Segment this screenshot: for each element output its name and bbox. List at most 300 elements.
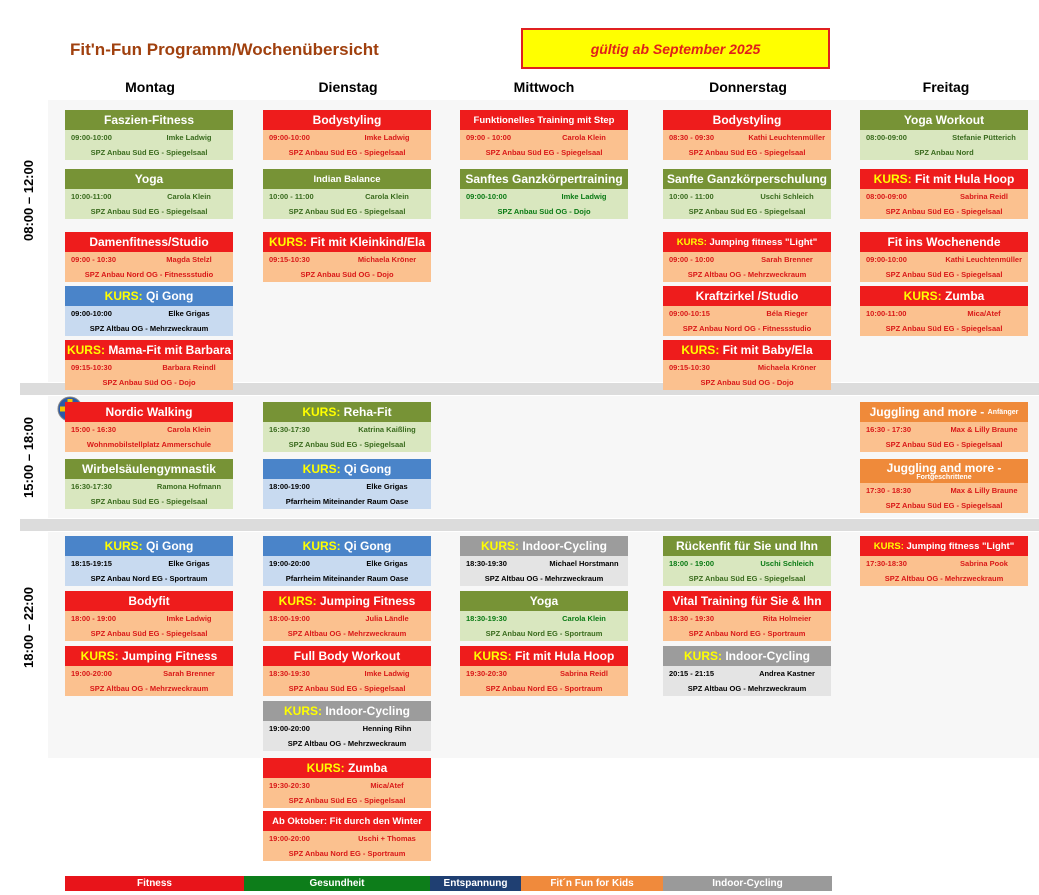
class-title	[460, 646, 628, 666]
class-info-row	[65, 130, 233, 145]
class-title	[65, 646, 233, 666]
class-card[interactable]	[65, 459, 233, 509]
class-title-text: Fit mit Kleinkind/Ela	[310, 235, 426, 249]
class-title	[663, 340, 831, 360]
class-time: 08:00-09:00	[866, 133, 907, 142]
class-title	[263, 169, 431, 189]
class-location: Pfarrheim Miteinander Raum Oase	[263, 494, 431, 509]
class-card[interactable]	[860, 232, 1028, 282]
class-instructor: Magda Stelzl	[166, 255, 212, 264]
class-location: SPZ Altbau OG - Mehrzweckraum	[65, 681, 233, 696]
class-location: SPZ Altbau OG - Mehrzweckraum	[860, 571, 1028, 586]
class-instructor: Uschi Schleich	[760, 559, 814, 568]
legend-kids: Fit´n Fun for Kids	[521, 876, 663, 891]
class-card[interactable]	[65, 402, 233, 452]
class-info-row	[860, 130, 1028, 145]
class-location: SPZ Anbau Süd EG - Spiegelsaal	[860, 437, 1028, 452]
class-instructor: Sarah Brenner	[163, 669, 215, 678]
class-title	[65, 110, 233, 130]
class-location: SPZ Altbau OG - Mehrzweckraum	[263, 626, 431, 641]
class-title	[65, 232, 233, 252]
class-location: Pfarrheim Miteinander Raum Oase	[263, 571, 431, 586]
day-header-freitag: Freitag	[922, 79, 970, 95]
class-info-row	[263, 721, 431, 736]
class-title-text: Jumping Fitness	[320, 594, 416, 608]
course-keyword: KURS:	[681, 343, 720, 357]
class-card[interactable]	[263, 536, 431, 586]
class-time: 18:15-19:15	[71, 559, 112, 568]
time-slot-label: 18:00 – 22:00	[20, 586, 36, 668]
class-title-text: Fit mit Hula Hoop	[915, 172, 1015, 186]
class-title	[663, 169, 831, 189]
class-time: 09:15-10:30	[269, 255, 310, 264]
class-title	[263, 402, 431, 422]
class-info-row	[663, 556, 831, 571]
class-time: 15:00 - 16:30	[71, 425, 117, 434]
class-info-row	[663, 189, 831, 204]
class-info-row	[65, 556, 233, 571]
page-title: Fit'n-Fun Programm/Wochenübersicht	[70, 40, 379, 59]
class-time: 18:30-19:30	[269, 669, 310, 678]
class-info-row	[663, 130, 831, 145]
class-card[interactable]	[860, 169, 1028, 219]
class-time: 18:00 - 19:00	[71, 614, 117, 623]
class-title-text: Zumba	[945, 289, 985, 303]
class-card[interactable]	[460, 110, 628, 160]
course-keyword: KURS:	[66, 343, 105, 357]
class-time: 10:00-11:00	[71, 192, 112, 201]
class-title-text: Funktionelles Training mit Step	[473, 114, 615, 126]
class-info-row	[65, 611, 233, 626]
class-subtitle: Fortgeschrittene	[916, 473, 972, 481]
class-card[interactable]	[65, 340, 233, 390]
class-card[interactable]	[663, 169, 831, 219]
class-instructor: Sabrina Pook	[960, 559, 1008, 568]
class-title-text: Juggling and more -	[886, 460, 1002, 475]
class-instructor: Imke Ladwig	[364, 133, 410, 142]
class-instructor: Elke Grigas	[168, 309, 210, 318]
class-instructor: Carola Klein	[562, 614, 606, 623]
class-instructor: Imke Ladwig	[166, 133, 212, 142]
class-location: SPZ Anbau Süd EG - Spiegelsaal	[860, 321, 1028, 336]
class-info-row	[65, 252, 233, 267]
class-title-text: Damenfitness/Studio	[89, 235, 209, 249]
class-title	[460, 169, 628, 189]
class-info-row	[460, 666, 628, 681]
class-time: 09:00-10:15	[669, 309, 710, 318]
class-card[interactable]	[65, 536, 233, 586]
class-info-row	[263, 130, 431, 145]
class-title-text: Bodyfit	[128, 594, 170, 608]
separator	[20, 519, 1039, 531]
class-title-text: Fit mit Hula Hoop	[515, 649, 615, 663]
class-info-row	[263, 422, 431, 437]
class-time: 09:00 - 10:00	[466, 133, 512, 142]
class-instructor: Carola Klein	[167, 192, 211, 201]
course-keyword: KURS:	[268, 235, 307, 249]
class-location: SPZ Anbau Nord EG - Sportraum	[65, 571, 233, 586]
class-card[interactable]	[263, 459, 431, 509]
class-card[interactable]	[65, 232, 233, 282]
day-header-donnerstag: Donnerstag	[709, 79, 787, 95]
class-card[interactable]	[460, 169, 628, 219]
class-title-text: Kraftzirkel /Studio	[695, 289, 799, 303]
class-title	[860, 110, 1028, 130]
class-instructor: Sarah Brenner	[761, 255, 813, 264]
class-instructor: Henning Rihn	[362, 724, 412, 733]
class-card[interactable]	[263, 169, 431, 219]
class-instructor: Katrina Kaißling	[358, 425, 416, 434]
class-title-text: Bodystyling	[312, 113, 382, 127]
class-info-row	[460, 611, 628, 626]
class-card[interactable]	[460, 536, 628, 586]
class-card[interactable]	[663, 340, 831, 390]
class-title-text: Qi Gong	[344, 539, 392, 553]
class-instructor: Elke Grigas	[168, 559, 210, 568]
class-card[interactable]	[263, 758, 431, 808]
class-instructor: Carola Klein	[365, 192, 409, 201]
class-instructor: Elke Grigas	[366, 482, 408, 491]
class-time: 09:00-10:00	[71, 309, 112, 318]
class-title-text: Yoga	[529, 594, 559, 608]
class-title	[65, 459, 233, 479]
class-location: SPZ Anbau Süd EG - Spiegelsaal	[460, 145, 628, 160]
class-card[interactable]	[860, 402, 1028, 452]
class-location: SPZ Anbau Süd EG - Spiegelsaal	[263, 437, 431, 452]
class-time: 09:00-10:00	[71, 133, 112, 142]
class-info-row	[263, 778, 431, 793]
class-location: SPZ Altbau OG - Mehrzweckraum	[263, 736, 431, 751]
class-title-text: Juggling and more -	[869, 405, 985, 419]
class-title	[263, 536, 431, 556]
class-time: 17:30-18:30	[866, 559, 907, 568]
class-title	[860, 459, 1028, 483]
class-card[interactable]	[663, 110, 831, 160]
class-title	[65, 286, 233, 306]
class-info-row	[263, 831, 431, 846]
class-instructor: Imke Ladwig	[166, 614, 212, 623]
class-title-text: Jumping fitness "Light"	[906, 540, 1015, 552]
class-location: SPZ Anbau Süd EG - Spiegelsaal	[263, 204, 431, 219]
course-keyword: KURS:	[306, 761, 345, 775]
class-title	[663, 591, 831, 611]
course-keyword: KURS:	[480, 539, 519, 553]
class-info-row	[460, 189, 628, 204]
class-title-text: Qi Gong	[344, 462, 392, 476]
class-title-text: Faszien-Fitness	[103, 113, 195, 127]
class-subtitle: Anfänger	[987, 408, 1019, 416]
class-info-row	[663, 666, 831, 681]
class-title	[860, 286, 1028, 306]
class-info-row	[663, 252, 831, 267]
class-card[interactable]	[263, 591, 431, 641]
class-title	[65, 340, 233, 360]
class-location: SPZ Anbau Süd EG - Spiegelsaal	[263, 681, 431, 696]
class-title-text: Bodystyling	[712, 113, 782, 127]
class-location: SPZ Anbau Nord OG - Fitnessstudio	[65, 267, 233, 282]
class-instructor: Elke Grigas	[366, 559, 408, 568]
class-time: 16:30 - 17:30	[866, 425, 912, 434]
class-card[interactable]	[860, 536, 1028, 586]
time-slot-label: 08:00 – 12:00	[20, 159, 36, 241]
course-keyword: KURS:	[278, 594, 317, 608]
class-title-text: Fit mit Baby/Ela	[722, 343, 813, 357]
class-time: 19:00-20:00	[269, 834, 310, 843]
course-keyword: KURS:	[676, 236, 707, 248]
class-info-row	[65, 666, 233, 681]
class-card[interactable]	[663, 286, 831, 336]
class-title	[65, 169, 233, 189]
class-card[interactable]	[860, 286, 1028, 336]
class-title-text: Mama-Fit mit Barbara	[108, 343, 232, 357]
legend-indoor-cycling: Indoor-Cycling	[663, 876, 832, 891]
class-title-text: Yoga	[134, 172, 164, 186]
class-title	[860, 169, 1028, 189]
class-time: 09:00 - 10:00	[669, 255, 715, 264]
class-title	[460, 110, 628, 130]
class-location: SPZ Altbau OG - Mehrzweckraum	[65, 321, 233, 336]
course-keyword: KURS:	[873, 540, 904, 552]
class-card[interactable]	[263, 701, 431, 751]
course-keyword: KURS:	[104, 539, 143, 553]
class-title-text: Sanfte Ganzkörperschulung	[666, 172, 828, 186]
class-time: 17:30 - 18:30	[866, 486, 912, 495]
class-location: SPZ Altbau OG - Mehrzweckraum	[663, 267, 831, 282]
class-time: 16:30-17:30	[269, 425, 310, 434]
class-card[interactable]	[860, 110, 1028, 160]
class-title	[663, 536, 831, 556]
class-card[interactable]	[263, 811, 431, 861]
class-location: Wohnmobilstellplatz Ammerschule	[65, 437, 233, 452]
class-instructor: Michael Horstmann	[549, 559, 619, 568]
class-time: 19:00-20:00	[71, 669, 112, 678]
class-title-text: Indoor-Cycling	[325, 704, 410, 718]
class-info-row	[460, 556, 628, 571]
class-time: 10:00-11:00	[866, 309, 907, 318]
class-location: SPZ Anbau Süd EG - Spiegelsaal	[263, 145, 431, 160]
class-location: SPZ Anbau Süd EG - Spiegelsaal	[663, 145, 831, 160]
class-time: 18:30 - 19:30	[669, 614, 715, 623]
class-info-row	[65, 360, 233, 375]
class-title-text: Wirbelsäulengymnastik	[82, 462, 216, 476]
class-time: 19:30-20:30	[269, 781, 310, 790]
class-info-row	[860, 556, 1028, 571]
class-info-row	[860, 483, 1028, 498]
class-instructor: Max & Lilly Braune	[950, 425, 1018, 434]
validity-banner: gültig ab September 2025	[521, 28, 830, 69]
class-instructor: Barbara Reindl	[162, 363, 216, 372]
class-info-row	[263, 252, 431, 267]
class-time: 10:00 - 11:00	[269, 192, 314, 201]
class-title-text: Qi Gong	[146, 539, 194, 553]
class-instructor: Sabrina Reidl	[560, 669, 608, 678]
class-instructor: Stefanie Pütterich	[952, 133, 1016, 142]
class-info-row	[663, 360, 831, 375]
class-instructor: Uschi + Thomas	[358, 834, 416, 843]
class-instructor: Julia Ländle	[365, 614, 409, 623]
class-location: SPZ Anbau Süd EG - Spiegelsaal	[860, 267, 1028, 282]
class-title	[860, 232, 1028, 252]
class-location: SPZ Anbau Nord	[860, 145, 1028, 160]
class-location: SPZ Anbau Süd EG - Spiegelsaal	[65, 204, 233, 219]
day-header-mittwoch: Mittwoch	[513, 79, 575, 95]
class-instructor: Rita Holmeier	[762, 614, 812, 623]
class-card[interactable]	[663, 646, 831, 696]
class-instructor: Kathi Leuchtenmüller	[748, 133, 825, 142]
class-time: 18:30-19:30	[466, 559, 507, 568]
class-instructor: Carola Klein	[562, 133, 606, 142]
class-info-row	[460, 130, 628, 145]
class-instructor: Kathi Leuchtenmüller	[945, 255, 1022, 264]
class-location: SPZ Anbau Süd EG - Spiegelsaal	[860, 204, 1028, 219]
class-title	[263, 758, 431, 778]
class-title	[263, 701, 431, 721]
class-title-text: Sanftes Ganzkörpertraining	[465, 172, 623, 186]
class-location: SPZ Altbau OG - Mehrzweckraum	[460, 571, 628, 586]
class-title-text: Ab Oktober: Fit durch den Winter	[272, 815, 422, 827]
class-time: 08:00-09:00	[866, 192, 907, 201]
class-info-row	[65, 306, 233, 321]
class-info-row	[663, 611, 831, 626]
class-instructor: Ramona Hofmann	[156, 482, 222, 491]
class-time: 09:00-10:00	[269, 133, 310, 142]
class-info-row	[860, 306, 1028, 321]
course-keyword: KURS:	[903, 289, 942, 303]
class-info-row	[263, 479, 431, 494]
class-location: SPZ Anbau Süd OG - Dojo	[663, 375, 831, 390]
class-location: SPZ Anbau Süd OG - Dojo	[460, 204, 628, 219]
class-location: SPZ Anbau Süd EG - Spiegelsaal	[663, 571, 831, 586]
class-location: SPZ Anbau Nord EG - Sportraum	[460, 681, 628, 696]
course-keyword: KURS:	[302, 405, 341, 419]
course-keyword: KURS:	[473, 649, 512, 663]
class-location: SPZ Anbau Süd EG - Spiegelsaal	[263, 793, 431, 808]
course-keyword: KURS:	[283, 704, 322, 718]
class-title	[263, 591, 431, 611]
class-time: 16:30-17:30	[71, 482, 112, 491]
class-time: 18:00-19:00	[269, 614, 310, 623]
class-card[interactable]	[65, 169, 233, 219]
class-title-text: Qi Gong	[146, 289, 194, 303]
class-title	[460, 536, 628, 556]
class-time: 20:15 - 21:15	[669, 669, 715, 678]
course-keyword: KURS:	[80, 649, 119, 663]
class-card[interactable]	[65, 646, 233, 696]
course-keyword: KURS:	[873, 172, 912, 186]
class-instructor: Sabrina Reidl	[960, 192, 1008, 201]
day-header-montag: Montag	[125, 79, 175, 95]
class-title-text: Indoor-Cycling	[522, 539, 607, 553]
class-info-row	[263, 666, 431, 681]
class-title	[263, 110, 431, 130]
class-info-row	[263, 189, 431, 204]
class-card[interactable]	[263, 232, 431, 282]
class-instructor: Andrea Kastner	[759, 669, 815, 678]
class-card[interactable]	[263, 646, 431, 696]
class-title-text: Full Body Workout	[293, 649, 401, 663]
class-card[interactable]	[65, 591, 233, 641]
time-slot-label: 15:00 – 18:00	[20, 416, 36, 498]
class-card[interactable]	[65, 110, 233, 160]
class-time: 09:15-10:30	[669, 363, 710, 372]
class-title-text: Jumping Fitness	[122, 649, 218, 663]
class-title	[65, 591, 233, 611]
class-time: 19:00-20:00	[269, 559, 310, 568]
class-card[interactable]	[663, 591, 831, 641]
class-title	[860, 536, 1028, 556]
class-time: 09:00 - 10:30	[71, 255, 117, 264]
class-title	[65, 536, 233, 556]
class-title-text: Jumping fitness "Light"	[709, 236, 818, 248]
class-title-text: Yoga Workout	[903, 113, 985, 127]
class-card[interactable]	[460, 591, 628, 641]
class-location: SPZ Anbau Nord OG - Fitnessstudio	[663, 321, 831, 336]
class-location: SPZ Altbau OG - Mehrzweckraum	[663, 681, 831, 696]
class-location: SPZ Anbau Süd OG - Dojo	[65, 375, 233, 390]
class-location: SPZ Anbau Süd EG - Spiegelsaal	[860, 498, 1028, 513]
class-title-text: Vital Training für Sie & Ihn	[672, 594, 822, 608]
class-title	[263, 459, 431, 479]
class-time: 09:00-10:00	[866, 255, 907, 264]
class-location: SPZ Anbau Süd EG - Spiegelsaal	[65, 145, 233, 160]
class-title	[263, 811, 431, 831]
class-instructor: Max & Lilly Braune	[950, 486, 1018, 495]
class-title-text: Zumba	[348, 761, 388, 775]
class-time: 09:15-10:30	[71, 363, 112, 372]
class-instructor: Imke Ladwig	[364, 669, 410, 678]
legend-fitness: Fitness	[65, 876, 244, 891]
course-keyword: KURS:	[302, 539, 341, 553]
class-card[interactable]	[263, 402, 431, 452]
class-title-text: Nordic Walking	[105, 405, 193, 419]
class-time: 19:30-20:30	[466, 669, 507, 678]
class-info-row	[860, 422, 1028, 437]
class-location: SPZ Anbau Süd EG - Spiegelsaal	[65, 494, 233, 509]
class-time: 08:30 - 09:30	[669, 133, 715, 142]
class-title	[263, 646, 431, 666]
class-title-text: Fit ins Wochenende	[887, 235, 1001, 249]
class-card[interactable]	[65, 286, 233, 336]
class-title-text: Rückenfit für Sie und Ihn	[675, 539, 818, 553]
class-title	[663, 646, 831, 666]
class-location: SPZ Anbau Nord EG - Sportraum	[460, 626, 628, 641]
class-title	[460, 591, 628, 611]
class-time: 18:00-19:00	[269, 482, 310, 491]
class-card[interactable]	[663, 232, 831, 282]
class-card[interactable]	[663, 536, 831, 586]
class-location: SPZ Anbau Süd EG - Spiegelsaal	[663, 204, 831, 219]
class-instructor: Mica/Atef	[967, 309, 1001, 318]
class-time: 10:00 - 11:00	[669, 192, 714, 201]
class-title	[663, 232, 831, 252]
class-title	[663, 286, 831, 306]
class-instructor: Carola Klein	[167, 425, 211, 434]
class-instructor: Michaela Kröner	[757, 363, 817, 372]
class-info-row	[65, 422, 233, 437]
class-location: SPZ Anbau Süd EG - Spiegelsaal	[65, 626, 233, 641]
class-title	[663, 110, 831, 130]
class-info-row	[860, 189, 1028, 204]
class-instructor: Mica/Atef	[370, 781, 404, 790]
class-card[interactable]	[860, 459, 1028, 513]
day-header-dienstag: Dienstag	[318, 79, 378, 95]
class-card[interactable]	[263, 110, 431, 160]
class-instructor: Béla Rieger	[766, 309, 808, 318]
class-title	[860, 402, 1028, 422]
class-title-text: Reha-Fit	[343, 405, 392, 419]
class-card[interactable]	[460, 646, 628, 696]
class-info-row	[65, 479, 233, 494]
